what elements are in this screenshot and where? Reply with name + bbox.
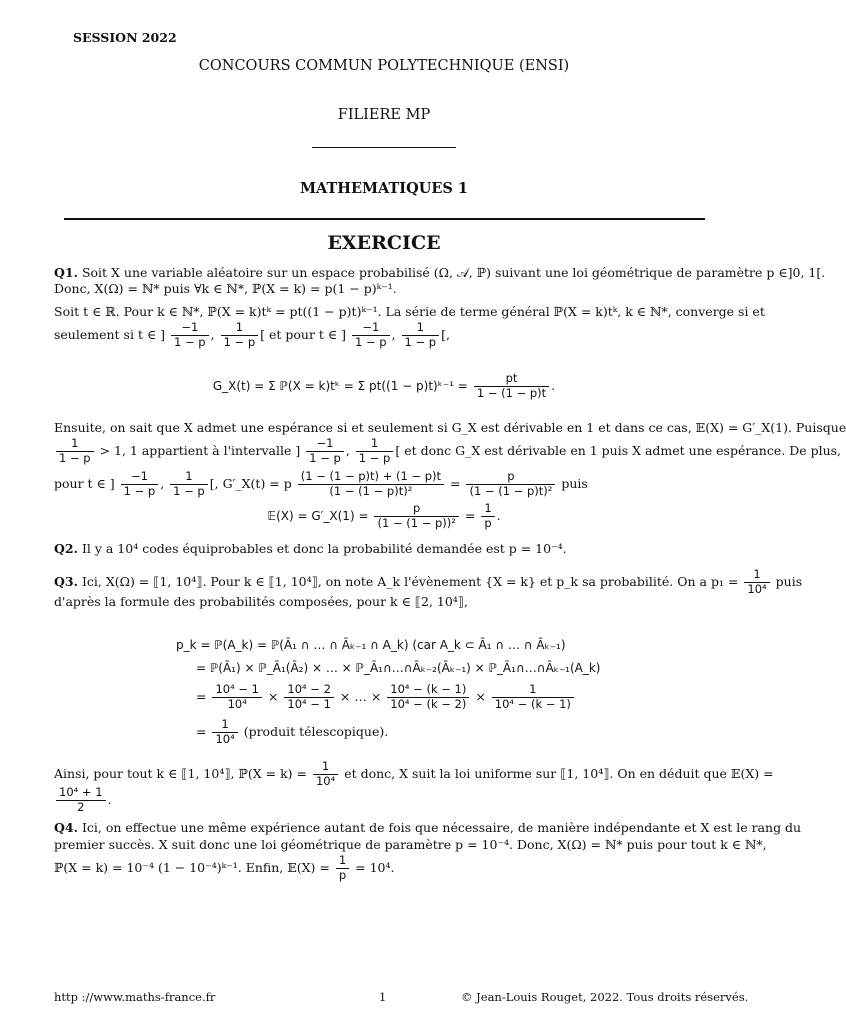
fraction: $\frac{1}{1 - p}$ (402, 321, 440, 350)
q1-line1 (54, 265, 825, 282)
fraction: $\frac{1}{\text{10⁴}}$ (212, 718, 237, 747)
fraction: $\frac{1}{1 - p}$ (221, 321, 259, 350)
q3-line1: Q3. Ici, X(Ω) = ⟦1, 10⁴⟧. Pour k ∈ ⟦1, 10⁴⟧, on note A_k l'évènement {X = k} et p_k sa probabilité. On a p₁ = $\frac{1}{\text{10⁴}}$ puis (54, 567, 803, 596)
fraction: $\frac{(1 - (1 - p)t) + (1 - p)t}{\text{(1 − (1 − p)t)²}}$ (298, 470, 444, 499)
fraction: $\frac{-1}{1 - p}$ (306, 437, 344, 466)
q1-line1-text: Soit X une variable aléatoire sur un espace probabilisé (Ω, 𝒜, ℙ) suivant une loi géométrique de paramètre p ∈]0, 1[. (81, 265, 826, 280)
q3-eq1: p_k = ℙ(A_k) = ℙ(Ā₁ ∩ … ∩ Āₖ₋₁ ∩ A_k) (car A_k ⊂ Ā₁ ∩ … ∩ Āₖ₋₁) (176, 638, 566, 652)
q1-line7: pour t ∈ ] $\frac{-1}{1 - p}$ , $\frac{1}{1 - p}$ [, G′_X(t) = p $\frac{(1 - (1 - p)t) + (1 - p)t}{\text{(1 − (1 − p)t)²}}$ = $\frac{p}{\text{(1 − (1 − p)t)²}}$ puis (54, 469, 588, 498)
session-label: SESSION 2022 (73, 30, 177, 45)
q1-line5: Ensuite, on sait que X admet une espérance si et seulement si G_X est dérivable en 1 et dans ce cas, 𝔼(X) = G′_X(1). Puisque (54, 420, 846, 435)
q1-line6: $\frac{1}{1 - p}$ > 1, 1 appartient à l'intervalle ] $\frac{-1}{1 - p}$ , $\frac{1}{1 - p}$ [ et donc G_X est dérivable en 1 puis X admet une espérance. De plus, (54, 437, 841, 466)
short-divider (312, 147, 456, 148)
q4-label: Q4. (54, 820, 78, 835)
q1-generating-function-equation: G_X(t) = Σ ℙ(X = k)tᵏ = Σ pt((1 − p)t)ᵏ⁻¹ = $\frac{pt}{1 - (1 - p)t}$ . (212, 371, 556, 400)
q1-expectation-equation: 𝔼(X) = G′_X(1) = $\frac{p}{\text{(1 − (1 − p))²}}$ = $\frac{1}{p}$ . (267, 501, 501, 530)
q3-line2: d'après la formule des probabilités composées, pour k ∈ ⟦2, 10⁴⟧, (54, 594, 468, 609)
q1-line2: Donc, X(Ω) = ℕ* puis ∀k ∈ ℕ*, ℙ(X = k) = p(1 − p)ᵏ⁻¹. (54, 281, 397, 296)
q1-line4-a: seulement si t ∈ ] (54, 326, 166, 342)
q1-line3: Soit t ∈ ℝ. Pour k ∈ ℕ*, ℙ(X = k)tᵏ = pt((1 − p)t)ᵏ⁻¹. La série de terme général ℙ(X = k)tᵏ, k ∈ ℕ*, converge si et (54, 304, 765, 319)
long-divider (64, 218, 705, 220)
q2-label: Q2. (54, 541, 78, 556)
fraction: $\frac{\text{10⁴ − 1}}{\text{10⁴}}$ (212, 683, 262, 712)
fraction: $\frac{1}{1 - p}$ (56, 437, 94, 466)
fraction: $\frac{1}{1 - p}$ (356, 437, 394, 466)
fraction: $\frac{-1}{1 - p}$ (121, 470, 159, 499)
fraction: $\frac{\text{10⁴ − 2}}{\text{10⁴ − 1}}$ (284, 683, 334, 712)
q2-text: Il y a 10⁴ codes équiprobables et donc la probabilité demandée est p = 10⁻⁴. (81, 541, 567, 556)
fraction: $\frac{p}{\text{(1 − (1 − p))²}}$ (374, 502, 458, 531)
footer-url-link[interactable]: http ://www.maths-france.fr (54, 990, 216, 1004)
fraction: $\frac{1}{\text{10⁴}}$ (744, 568, 769, 597)
concours-title: CONCOURS COMMUN POLYTECHNIQUE (ENSI) (198, 58, 570, 74)
fraction: $\frac{1}{p}$ (481, 502, 494, 531)
q3-line3: Ainsi, pour tout k ∈ ⟦1, 10⁴⟧, ℙ(X = k) = $\frac{1}{\text{10⁴}}$ et donc, X suit la loi uniforme sur ⟦1, 10⁴⟧. On en déduit que 𝔼(X) = (54, 759, 774, 788)
q3-line4: $\frac{\text{10⁴ + 1}}{2}$ . (54, 786, 112, 815)
q3-eq4: = $\frac{1}{\text{10⁴}}$ (produit télescopique). (196, 717, 389, 746)
fraction: $\frac{1}{p}$ (336, 854, 349, 883)
q2-paragraph (54, 541, 567, 558)
q4-line1: Q4. Ici, on effectue une même expérience autant de fois que nécessaire, de manière indépendante et X est le rang du (54, 820, 802, 835)
fraction: $\frac{pt}{1 - (1 - p)t}$ (474, 372, 549, 401)
q3-eq2: = ℙ(Ā₁) × ℙ_Ā₁(Ā₂) × … × ℙ_Ā₁∩…∩Āₖ₋₂(Āₖ₋₁) × ℙ_Ā₁∩…∩Āₖ₋₁(A_k) (196, 661, 601, 675)
q4-line2: premier succès. X suit donc une loi géométrique de paramètre p = 10⁻⁴. Donc, X(Ω) = ℕ* puis pour tout k ∈ ℕ*, (54, 837, 767, 852)
section-title: EXERCICE (327, 232, 441, 254)
fraction: $\frac{1}{1 - p}$ (170, 470, 208, 499)
fraction: $\frac{-1}{1 - p}$ (171, 321, 209, 350)
q1-line4-b: et pour t ∈ ] (269, 326, 347, 342)
filiere-title: FILIERE MP (337, 107, 431, 123)
subject-title: MATHEMATIQUES 1 (299, 180, 469, 197)
fraction: $\frac{\text{10⁴ − (k − 1)}}{\text{10⁴ − (k − 2)}}$ (387, 683, 469, 712)
fraction: $\frac{1}{\text{10⁴}}$ (313, 760, 338, 789)
q1-line4: seulement si t ∈ ] $\frac{-1}{1 - p}$ , $\frac{1}{1 - p}$ [ et pour t ∈ ] $\frac{-1}{1 - p}$ , $\frac{1}{1 - p}$ [, (54, 320, 450, 349)
page-number: 1 (379, 990, 387, 1004)
fraction: $\frac{\text{10⁴ + 1}}{2}$ (56, 786, 106, 815)
copyright-notice: © Jean-Louis Rouget, 2022. Tous droits réservés. (461, 990, 749, 1004)
fraction: $\frac{-1}{1 - p}$ (352, 321, 390, 350)
fraction: $\frac{1}{\text{10⁴ − (k − 1)}}$ (492, 683, 574, 712)
q4-line3: ℙ(X = k) = 10⁻⁴ (1 − 10⁻⁴)ᵏ⁻¹. Enfin, 𝔼(X) = $\frac{1}{p}$ = 10⁴. (54, 853, 395, 882)
q1-label: Q1. (54, 265, 78, 280)
fraction: $\frac{p}{\text{(1 − (1 − p)t)²}}$ (466, 470, 555, 499)
q3-label: Q3. (54, 573, 78, 589)
q3-eq3: = $\frac{\text{10⁴ − 1}}{\text{10⁴}}$ × $\frac{\text{10⁴ − 2}}{\text{10⁴ − 1}}$ × … × $\frac{\text{10⁴ − (k − 1)}}{\text{10⁴ − (k − 2)}}$ × $\frac{1}{\text{10⁴ − (k − 1)}}$ (196, 683, 576, 712)
